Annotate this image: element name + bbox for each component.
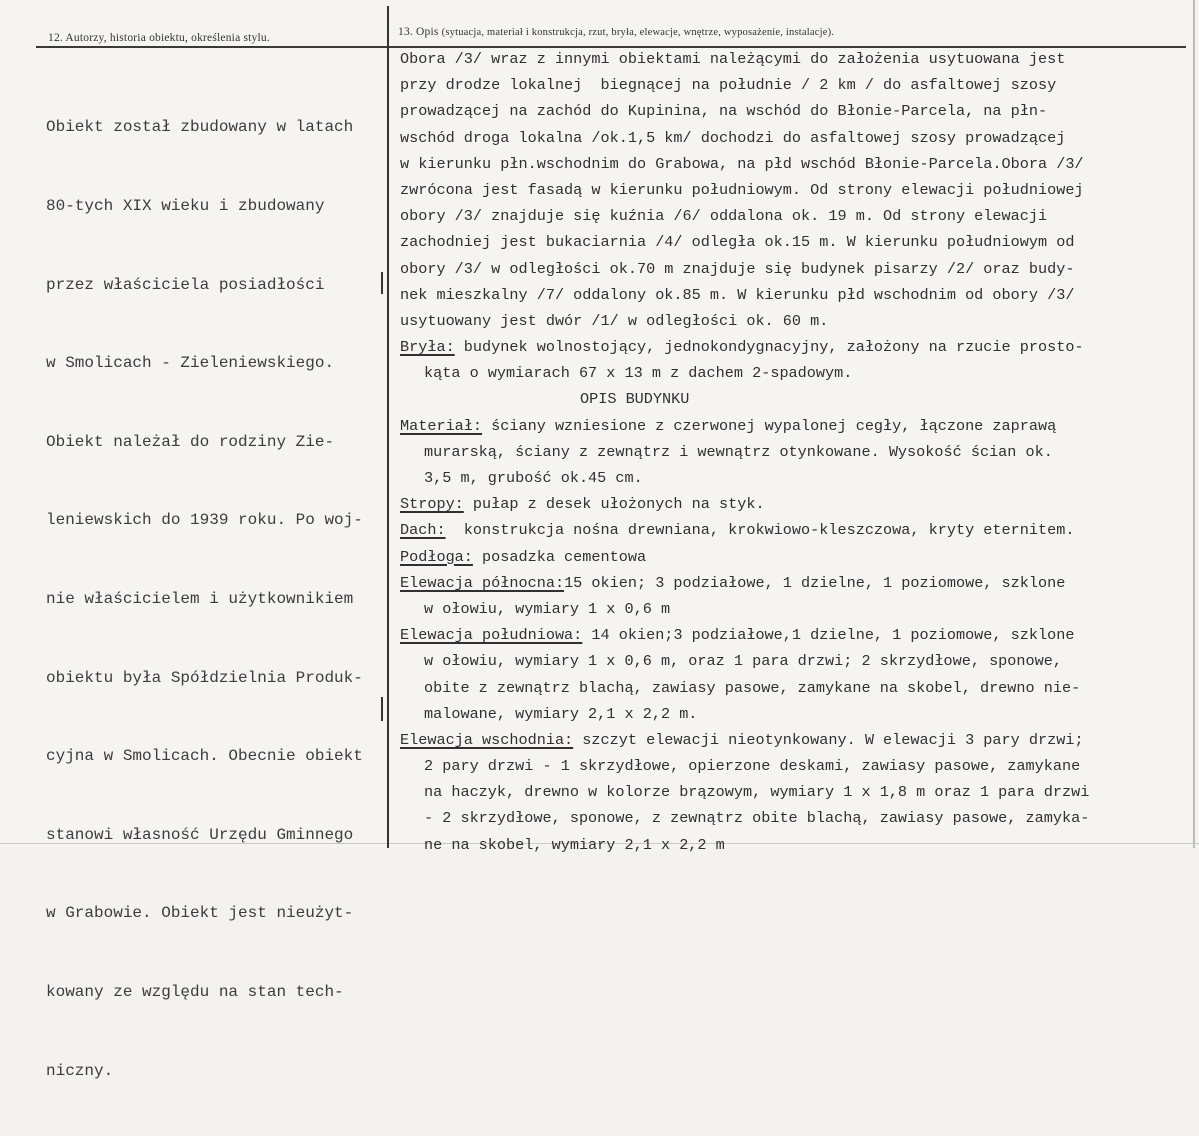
material-line <box>400 413 1190 439</box>
elewacja-polnocna-text: 15 okien; 3 podziałowe, 1 dzielne, 1 poziomowe, szklone <box>564 573 1066 592</box>
bryla-line: kąta o wymiarach 67 x 13 m z dachem 2-spadowym. <box>424 364 853 383</box>
history-line: Obiekt został zbudowany w latach <box>46 118 354 137</box>
history-line: niczny. <box>46 1061 114 1080</box>
bryla-text: budynek wolnostojący, jednokondygnacyjny, założony na rzucie prosto- <box>454 338 1084 357</box>
intro-line: nek mieszkalny /7/ oddalony ok.85 m. W kierunku płd wschodnim od obory /3/ <box>400 285 1075 304</box>
dach-label: Dach: <box>400 521 446 540</box>
elewacja-poludniowa-line: w ołowiu, wymiary 1 x 0,6 m, oraz 1 para drzwi; 2 skrzydłowe, sponowe, <box>424 652 1062 671</box>
elewacja-wschodnia-line <box>400 727 1190 753</box>
intro-line: zachodniej jest bukaciarnia /4/ odległa ok.15 m. W kierunku południowym od <box>400 233 1075 252</box>
history-line: nie właścicielem i użytkownikiem <box>46 589 354 608</box>
history-line: kowany ze względu na stan tech- <box>46 982 344 1001</box>
history-line: 80-tych XIX wieku i zbudowany <box>46 197 325 215</box>
intro-line: wschód droga lokalna /ok.1,5 km/ dochodzi do asfaltowej szosy prowadzącej <box>400 128 1066 147</box>
elewacja-wschodnia-text: szczyt elewacji nieotynkowany. W elewacji 3 pary drzwi; <box>573 730 1084 749</box>
elewacja-wschodnia-line: 2 pary drzwi - 1 skrzydłowe, opierzone deskami, zawiasy pasowe, zamykane <box>424 757 1081 776</box>
history-line: przez właściciela posiadłości <box>46 275 325 294</box>
elewacja-polnocna-line <box>400 570 1190 596</box>
history-line: obiektu była Spółdzielnia Produk- <box>46 668 363 687</box>
left-column-header: 12. Autorzy, historia obiektu, określenia stylu. <box>48 32 270 44</box>
elewacja-poludniowa-line <box>400 622 1190 648</box>
elewacja-poludniowa-text: 14 okien;3 podziałowe,1 dzielne, 1 poziomowe, szklone <box>582 626 1075 645</box>
intro-line: usytuowany jest dwór /1/ w odległości ok. 60 m. <box>400 311 829 330</box>
elewacja-polnocna-label: Elewacja północna: <box>400 573 565 592</box>
column-divider <box>387 6 389 848</box>
bryla-line <box>400 334 1190 360</box>
podloga-label: Podłoga: <box>400 547 473 566</box>
description-text <box>400 46 1190 858</box>
material-text: ściany wzniesione z czerwonej wypalonej cegły, łączone zaprawą <box>482 416 1057 435</box>
elewacja-poludniowa-line: obite z zewnątrz blachą, zawiasy pasowe, zamykane na skobel, drewno nie- <box>424 678 1081 697</box>
header-detail: (sytuacja, materiał i konstrukcja, rzut, bryła, elewacje, wnętrze, wyposażenie, instalacje). <box>441 27 835 38</box>
stropy-label: Stropy: <box>400 495 464 514</box>
podloga-line <box>400 544 1190 570</box>
intro-line: prowadzącej na zachód do Kupinina, na wschód do Błonie-Parcela, na płn- <box>400 102 1048 121</box>
history-line: w Smolicach - Zieleniewskiego. <box>46 354 335 373</box>
dach-line <box>400 517 1190 543</box>
elewacja-wschodnia-line: na haczyk, drewno w kolorze brązowym, wymiary 1 x 1,8 m oraz 1 para drzwi <box>424 783 1090 802</box>
history-line: cyjna w Smolicach. Obecnie obiekt <box>46 747 363 766</box>
intro-line: obory /3/ w odległości ok.70 m znajduje się budynek pisarzy /2/ oraz budy- <box>400 259 1075 278</box>
elewacja-wschodnia-line: ne na skobel, wymiary 2,1 x 2,2 m <box>424 835 725 854</box>
elewacja-wschodnia-line: - 2 skrzydłowe, sponowe, z zewnątrz obite blachą, zawiasy pasowe, zamyka- <box>424 809 1090 828</box>
history-line: w Grabowie. Obiekt jest nieużyt- <box>46 904 354 923</box>
elewacja-poludniowa-label: Elewacja południowa: <box>400 626 583 645</box>
history-line: Obiekt należał do rodziny Zie- <box>46 432 335 451</box>
intro-line: w kierunku płn.wschodnim do Grabowa, na płd wschód Błonie-Parcela.Obora /3/ <box>400 154 1084 173</box>
elewacja-poludniowa-line: malowane, wymiary 2,1 x 2,2 m. <box>424 704 698 723</box>
podloga-text: posadzka cementowa <box>472 547 647 566</box>
dach-text: konstrukcja nośna drewniana, krokwiowo-kleszczowa, kryty eternitem. <box>445 521 1075 540</box>
bryla-label: Bryła: <box>400 338 455 357</box>
intro-line: Obora /3/ wraz z innymi obiektami należącymi do założenia usytuowana jest <box>400 50 1066 68</box>
history-text <box>46 62 386 1136</box>
section-title: OPIS BUDYNKU <box>580 390 690 409</box>
intro-line: obory /3/ znajduje się kuźnia /6/ oddalona ok. 19 m. Od strony elewacji <box>400 207 1048 226</box>
header-number: 13. Opis <box>398 26 439 38</box>
intro-line: zwrócona jest fasadą w kierunku południowym. Od strony elewacji południowej <box>400 180 1084 199</box>
stropy-text: pułap z desek ułożonych na styk. <box>463 495 765 514</box>
stropy-line <box>400 491 1190 517</box>
elewacja-wschodnia-label: Elewacja wschodnia: <box>400 730 574 749</box>
material-line: murarską, ściany z zewnątrz i wewnątrz otynkowane. Wysokość ścian ok. <box>424 442 1053 461</box>
material-label: Materiał: <box>400 416 483 435</box>
card-edge <box>1193 0 1195 848</box>
right-column-header <box>398 26 834 38</box>
history-line: leniewskich do 1939 roku. Po woj- <box>46 511 363 530</box>
intro-line: przy drodze lokalnej biegnącej na południe / 2 km / do asfaltowej szosy <box>400 76 1057 95</box>
elewacja-polnocna-line: w ołowiu, wymiary 1 x 0,6 m <box>424 599 671 618</box>
history-line: stanowi własność Urzędu Gminnego <box>46 825 354 844</box>
material-line: 3,5 m, grubość ok.45 cm. <box>424 469 643 487</box>
